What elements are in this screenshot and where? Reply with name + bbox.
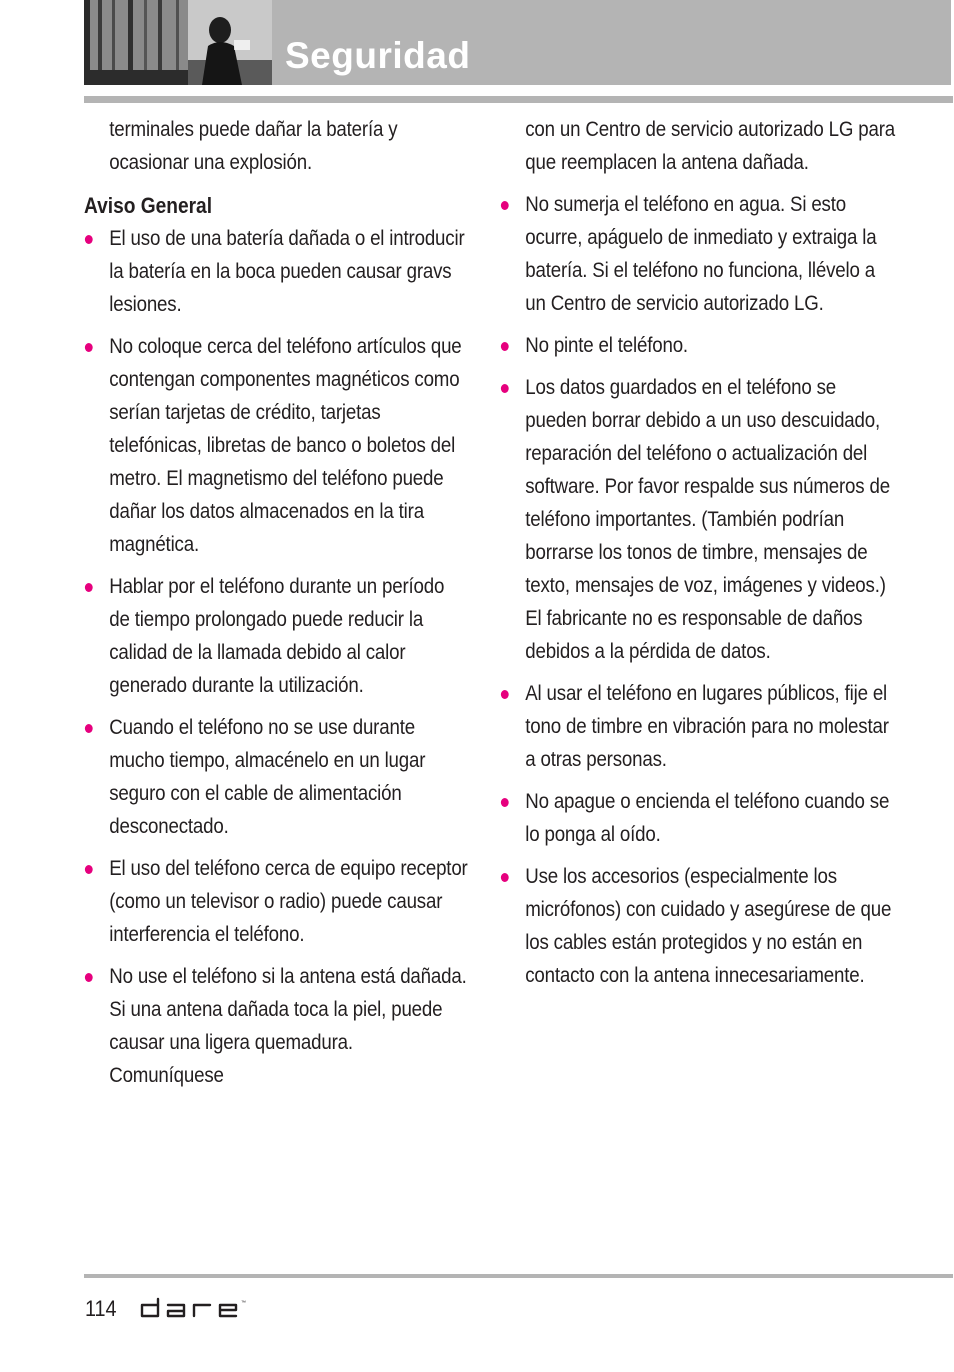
list-item — [500, 188, 899, 320]
bullet-dot-icon — [85, 865, 93, 874]
list-item-text: Use los accesorios (especialmente los micrófonos) con cuidado y asegúrese de que los cables están protegidos y no están en contacto con la antena innecesariamente. — [525, 864, 892, 987]
page-title: Seguridad — [285, 35, 471, 76]
list-item — [500, 785, 899, 851]
header-photo-graphic — [84, 0, 272, 85]
list-item — [84, 330, 469, 561]
list-item-text: Cuando el teléfono no se use durante mucho tiempo, almacénelo en un lugar seguro con el cable de alimentación desconectado. — [109, 715, 426, 838]
list-item-text: No coloque cerca del teléfono artículos que contengan componentes magnéticos como serían tarjetas de crédito, tarjetas telefónicas, libretas de banco o boletos del metro. El magnetismo del teléfono puede dañar los datos almacenados en la tira magnética. — [109, 334, 462, 556]
list-item — [84, 222, 469, 321]
list-item — [500, 329, 899, 362]
svg-text:™: ™ — [241, 1300, 246, 1306]
list-item — [500, 860, 899, 992]
bullet-dot-icon — [85, 724, 93, 733]
intro-paragraph: terminales puede dañar la batería y ocasionar una explosión. — [109, 117, 398, 174]
dare-logo-graphic — [140, 1296, 260, 1320]
list-item — [84, 711, 469, 843]
list-item-text: Los datos guardados en el teléfono se pueden borrar debido a un uso descuidado, reparación del teléfono o actualización del software. Por favor respalde sus números de teléfono importantes. (También podrían borrarse los tonos de timbre, mensajes de texto, mensajes de voz, imágenes y videos.) El fabricante no es responsable de daños debidos a la pérdida de datos. — [525, 375, 890, 663]
list-item — [84, 852, 469, 951]
page-number: 114 — [85, 1296, 117, 1321]
left-column — [84, 113, 468, 1101]
bullet-dot-icon — [501, 201, 509, 210]
header-divider — [84, 96, 953, 103]
right-column — [500, 113, 896, 1001]
bullet-dot-icon — [85, 973, 93, 982]
list-item-text: Al usar el teléfono en lugares públicos, fije el tono de timbre en vibración para no molestar a otras personas. — [525, 681, 889, 771]
bullet-dot-icon — [85, 343, 93, 352]
dare-logo — [140, 1296, 260, 1325]
list-item-text: No sumerja el teléfono en agua. Si esto ocurre, apáguelo de inmediato y extraiga la batería. Si el teléfono no funciona, llévelo a un Centro de servicio autorizado LG. — [525, 192, 877, 315]
list-item — [500, 677, 899, 776]
list-item-text: El uso de una batería dañada o el introducir la batería en la boca pueden causar gravs lesiones. — [109, 226, 465, 316]
list-item — [84, 570, 469, 702]
bullet-dot-icon — [501, 384, 509, 393]
bullet-dot-icon — [501, 342, 509, 351]
list-item — [500, 371, 899, 668]
bullet-dot-icon — [501, 798, 509, 807]
list-item-text: El uso del teléfono cerca de equipo receptor (como un televisor o radio) puede causar interferencia el teléfono. — [109, 856, 468, 946]
bullet-dot-icon — [501, 873, 509, 882]
bullet-dot-icon — [501, 690, 509, 699]
list-item-text: No pinte el teléfono. — [525, 333, 688, 357]
section-heading: Aviso General — [84, 193, 213, 218]
list-item-text: No apague o encienda el teléfono cuando se lo ponga al oído. — [525, 789, 890, 846]
list-item — [84, 960, 469, 1092]
continuation-paragraph: con un Centro de servicio autorizado LG para que reemplacen la antena dañada. — [525, 117, 896, 174]
bullet-dot-icon — [85, 583, 93, 592]
bullet-dot-icon — [85, 235, 93, 244]
list-item-text: Hablar por el teléfono durante un período de tiempo prolongado puede reducir la calidad de la llamada debido al calor generado durante la utilización. — [109, 574, 445, 697]
footer-divider — [84, 1274, 953, 1278]
header-photo — [84, 0, 272, 85]
list-item-text: No use el teléfono si la antena está dañada. Si una antena dañada toca la piel, puede causar una ligera quemadura. Comuníquese — [109, 964, 467, 1087]
